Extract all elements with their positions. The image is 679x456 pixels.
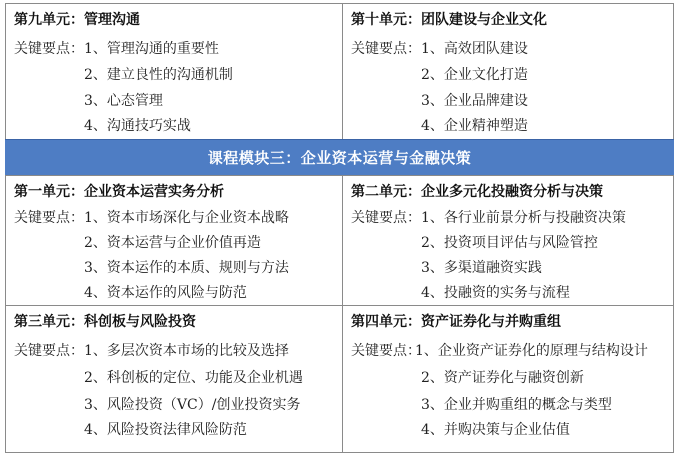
- unit-2-key-label: 关键要点：: [351, 210, 421, 226]
- unit-4-point-3: 3、企业并购重组的概念与类型: [421, 397, 612, 413]
- unit-1-point-4: 4、资本运作的风险与防范: [84, 285, 247, 301]
- unit-1-point-2: 2、资本运营与企业价值再造: [84, 235, 261, 251]
- unit-4-key-label: 关键要点：: [351, 343, 421, 359]
- unit-3-key-label: 关键要点：: [14, 343, 84, 359]
- unit-9-point-4: 4、沟通技巧实战: [84, 118, 191, 134]
- module-banner-title: 课程模块三：企业资本运营与金融决策: [207, 149, 472, 167]
- unit-9-title: 第九单元：管理沟通: [14, 12, 140, 28]
- unit-2-title: 第二单元：企业多元化投融资分析与决策: [351, 184, 603, 200]
- unit-9-point-1: 1、管理沟通的重要性: [84, 41, 219, 57]
- unit-3-title: 第三单元：科创板与风险投资: [14, 314, 196, 330]
- unit-1-key-label: 关键要点：: [14, 210, 84, 226]
- unit-10-point-1: 1、高效团队建设: [421, 41, 528, 57]
- unit-9-point-3: 3、心态管理: [84, 93, 163, 109]
- unit-2-point-2: 2、投资项目评估与风险管控: [421, 235, 598, 251]
- unit-10-cell: [342, 3, 674, 140]
- unit-10-title: 第十单元：团队建设与企业文化: [351, 12, 547, 28]
- unit-2-point-3: 3、多渠道融资实践: [421, 260, 542, 276]
- unit-4-point-4: 4、并购决策与企业估值: [421, 422, 570, 438]
- unit-3-point-1: 1、多层次资本市场的比较及选择: [84, 343, 289, 359]
- unit-3-cell: [5, 305, 343, 453]
- unit-4-title: 第四单元：资产证券化与并购重组: [351, 314, 561, 330]
- unit-1-point-3: 3、资本运作的本质、规则与方法: [84, 260, 289, 276]
- module-banner: [5, 139, 674, 176]
- unit-3-point-3: 3、风险投资（VC）/创业投资实务: [84, 397, 301, 413]
- unit-10-key-label: 关键要点：: [351, 41, 421, 57]
- unit-3-point-4: 4、风险投资法律风险防范: [84, 422, 247, 438]
- unit-2-point-1: 1、各行业前景分析与投融资决策: [421, 210, 626, 226]
- unit-4-cell: [342, 305, 674, 453]
- unit-1-cell: [5, 175, 343, 306]
- unit-10-point-2: 2、企业文化打造: [421, 67, 528, 83]
- unit-1-title: 第一单元：企业资本运营实务分析: [14, 184, 224, 200]
- unit-2-cell: [342, 175, 674, 306]
- unit-9-cell: [5, 3, 343, 140]
- unit-4-point-2: 2、资产证券化与融资创新: [421, 370, 584, 386]
- unit-2-point-4: 4、投融资的实务与流程: [421, 285, 570, 301]
- unit-3-point-2: 2、科创板的定位、功能及企业机遇: [84, 370, 303, 386]
- unit-1-point-1: 1、资本市场深化与企业资本战略: [84, 210, 289, 226]
- unit-9-key-label: 关键要点：: [14, 41, 84, 57]
- unit-10-point-3: 3、企业品牌建设: [421, 93, 528, 109]
- unit-9-point-2: 2、建立良性的沟通机制: [84, 67, 233, 83]
- unit-4-point-1: 1、企业资产证券化的原理与结构设计: [415, 343, 648, 359]
- unit-10-point-4: 4、企业精神塑造: [421, 118, 528, 134]
